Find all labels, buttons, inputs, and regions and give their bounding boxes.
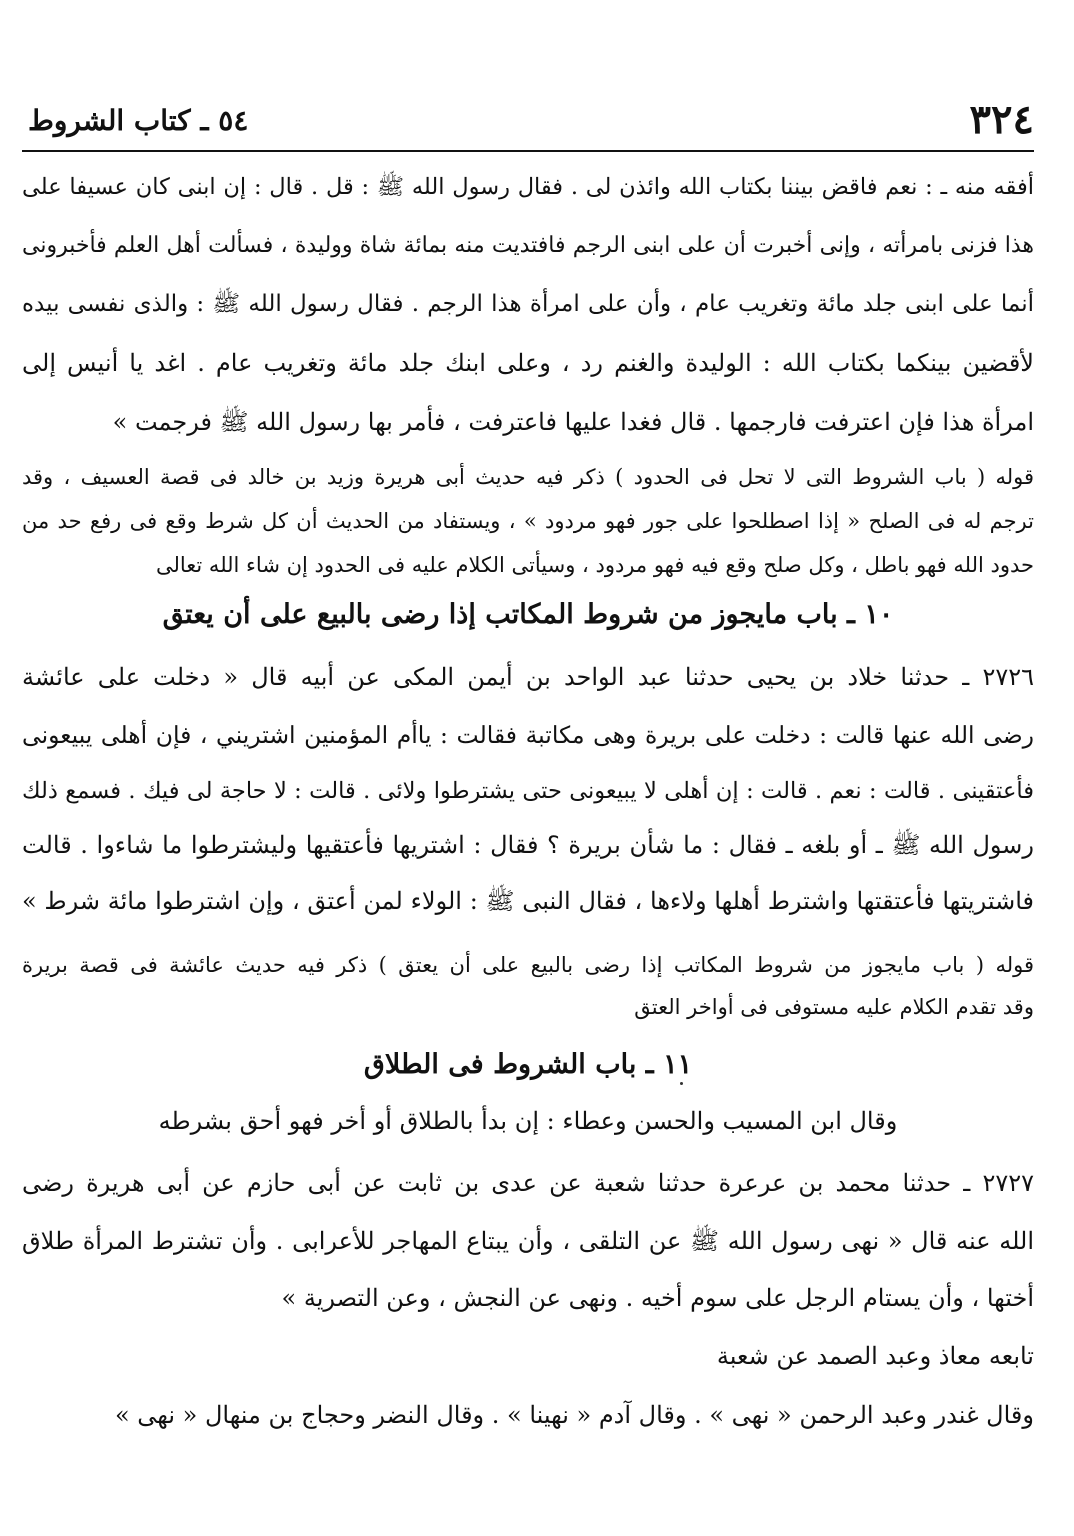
page-header [22, 96, 1034, 148]
header-rule [22, 150, 1034, 152]
text-line: أنما على ابنى جلد مائة وتغريب عام ، وأن على امرأة هذا الرجم . فقال رسول الله ﷺ : والذى نفسى بيده [22, 291, 1034, 317]
hadith-2727-line: أختها ، وأن يستام الرجل على سوم أخيه . ونهى عن النجش ، وعن التصرية » [281, 1284, 1034, 1312]
text-line: هذا فزنى بامرأته ، وإنى أخبرت أن على ابنى الرجم فافتديت منه بمائة شاة ووليدة ، فسألت أهل العلم فأخبرونى [22, 233, 1034, 258]
hadith-2726-line: ٢٧٢٦ ـ حدثنا خلاد بن يحيى حدثنا عبد الواحد بن أيمن المكى عن أبيه قال « دخلت على عائشة [22, 663, 1034, 691]
commentary-line: قوله ( باب مايجوز من شروط المكاتب إذا رضى بالبيع على أن يعتق ) ذكر فيه حديث عائشة فى قصة بريرة [22, 953, 1034, 977]
text-line: أفقه منه ـ : نعم فاقض بيننا بكتاب الله وائذن لى . فقال رسول الله ﷺ : قل . قال : إن ابنى كان عسيفا على [22, 174, 1034, 200]
hadith-2727-line: الله عنه قال « نهى رسول الله ﷺ عن التلقى ، وأن يبتاع المهاجر للأعرابى . وأن تشترط المرأة طلاق [22, 1227, 1034, 1255]
commentary-line: ترجم له فى الصلح « إذا اصطلحوا على جور فهو مردود » ، ويستفاد من الحديث أن كل شرط وقع فى رفع حد من [22, 509, 1034, 533]
hadith-2727-line: تابعه معاذ وعبد الصمد عن شعبة [716, 1342, 1034, 1370]
book-title: ٥٤ ـ كتاب الشروط [28, 104, 249, 137]
hadith-2727-line: وقال غندر وعبد الرحمن « نهى » . وقال آدم « نهينا » . وقال النضر وحجاج بن منهال « نهى » [114, 1401, 1034, 1429]
hadith-2726-line: فاشتريتها فأعتقتها واشترط أهلها ولاءها ، فقال النبى ﷺ : الولاء لمن أعتق ، وإن اشترطوا مائة شرط » [22, 887, 1034, 915]
commentary-line: وقد تقدم الكلام عليه مستوفى فى أواخر العتق [634, 995, 1034, 1019]
page-number: ٣٢٤ [969, 96, 1034, 143]
text-line: امرأة هذا فإن اعترفت فارجمها . قال فغدا عليها فاعترفت ، فأمر بها رسول الله ﷺ فرجمت » [112, 408, 1034, 436]
hadith-2726-line: رسول الله ﷺ ـ أو بلغه ـ فقال : ما شأن بريرة ؟ فقال : اشتريها فأعتقيها وليشترطوا ما شاءوا . قالت [22, 831, 1034, 859]
hadith-2726-line: رضى الله عنها قالت : دخلت على بريرة وهى مكاتبة فقالت : ياأم المؤمنين اشتريني ، فإن أهلى يبيعونى [22, 721, 1034, 749]
hadith-2726-line: فأعتقينى . قالت : نعم . قالت : إن أهلى لا يبيعونى حتى يشترطوا ولائى . قالت : لا حاجة لى فيك . فسمع ذلك [22, 778, 1034, 804]
hadith-2727-line: ٢٧٢٧ ـ حدثنا محمد بن عرعرة حدثنا شعبة عن عدى بن ثابت عن أبى حازم عن أبى هريرة رضى [22, 1169, 1034, 1197]
ink-dot [680, 1082, 683, 1085]
chapter-heading-11: ١١ ـ باب الشروط فى الطلاق [363, 1049, 693, 1080]
text-line: لأقضين بينكما بكتاب الله : الوليدة والغنم رد ، وعلى ابنك جلد مائة وتغريب عام . اغد يا أنيس إلى [22, 349, 1034, 377]
commentary-line: حدود الله فهو باطل ، وكل صلح وقع فيه فهو مردود ، وسيأتى الكلام عليه فى الحدود إن شاء الله تعالى [155, 553, 1034, 577]
chapter-subheading-11: وقال ابن المسيب والحسن وعطاء : إن بدأ بالطلاق أو أخر فهو أحق بشرطه [158, 1107, 898, 1135]
commentary-line: قوله ( باب الشروط التى لا تحل فى الحدود ) ذكر فيه حديث أبى هريرة وزيد بن خالد فى قصة العسيف ، وقد [22, 465, 1034, 489]
chapter-heading-10: ١٠ ـ باب مايجوز من شروط المكاتب إذا رضى بالبيع على أن يعتق [162, 599, 894, 630]
